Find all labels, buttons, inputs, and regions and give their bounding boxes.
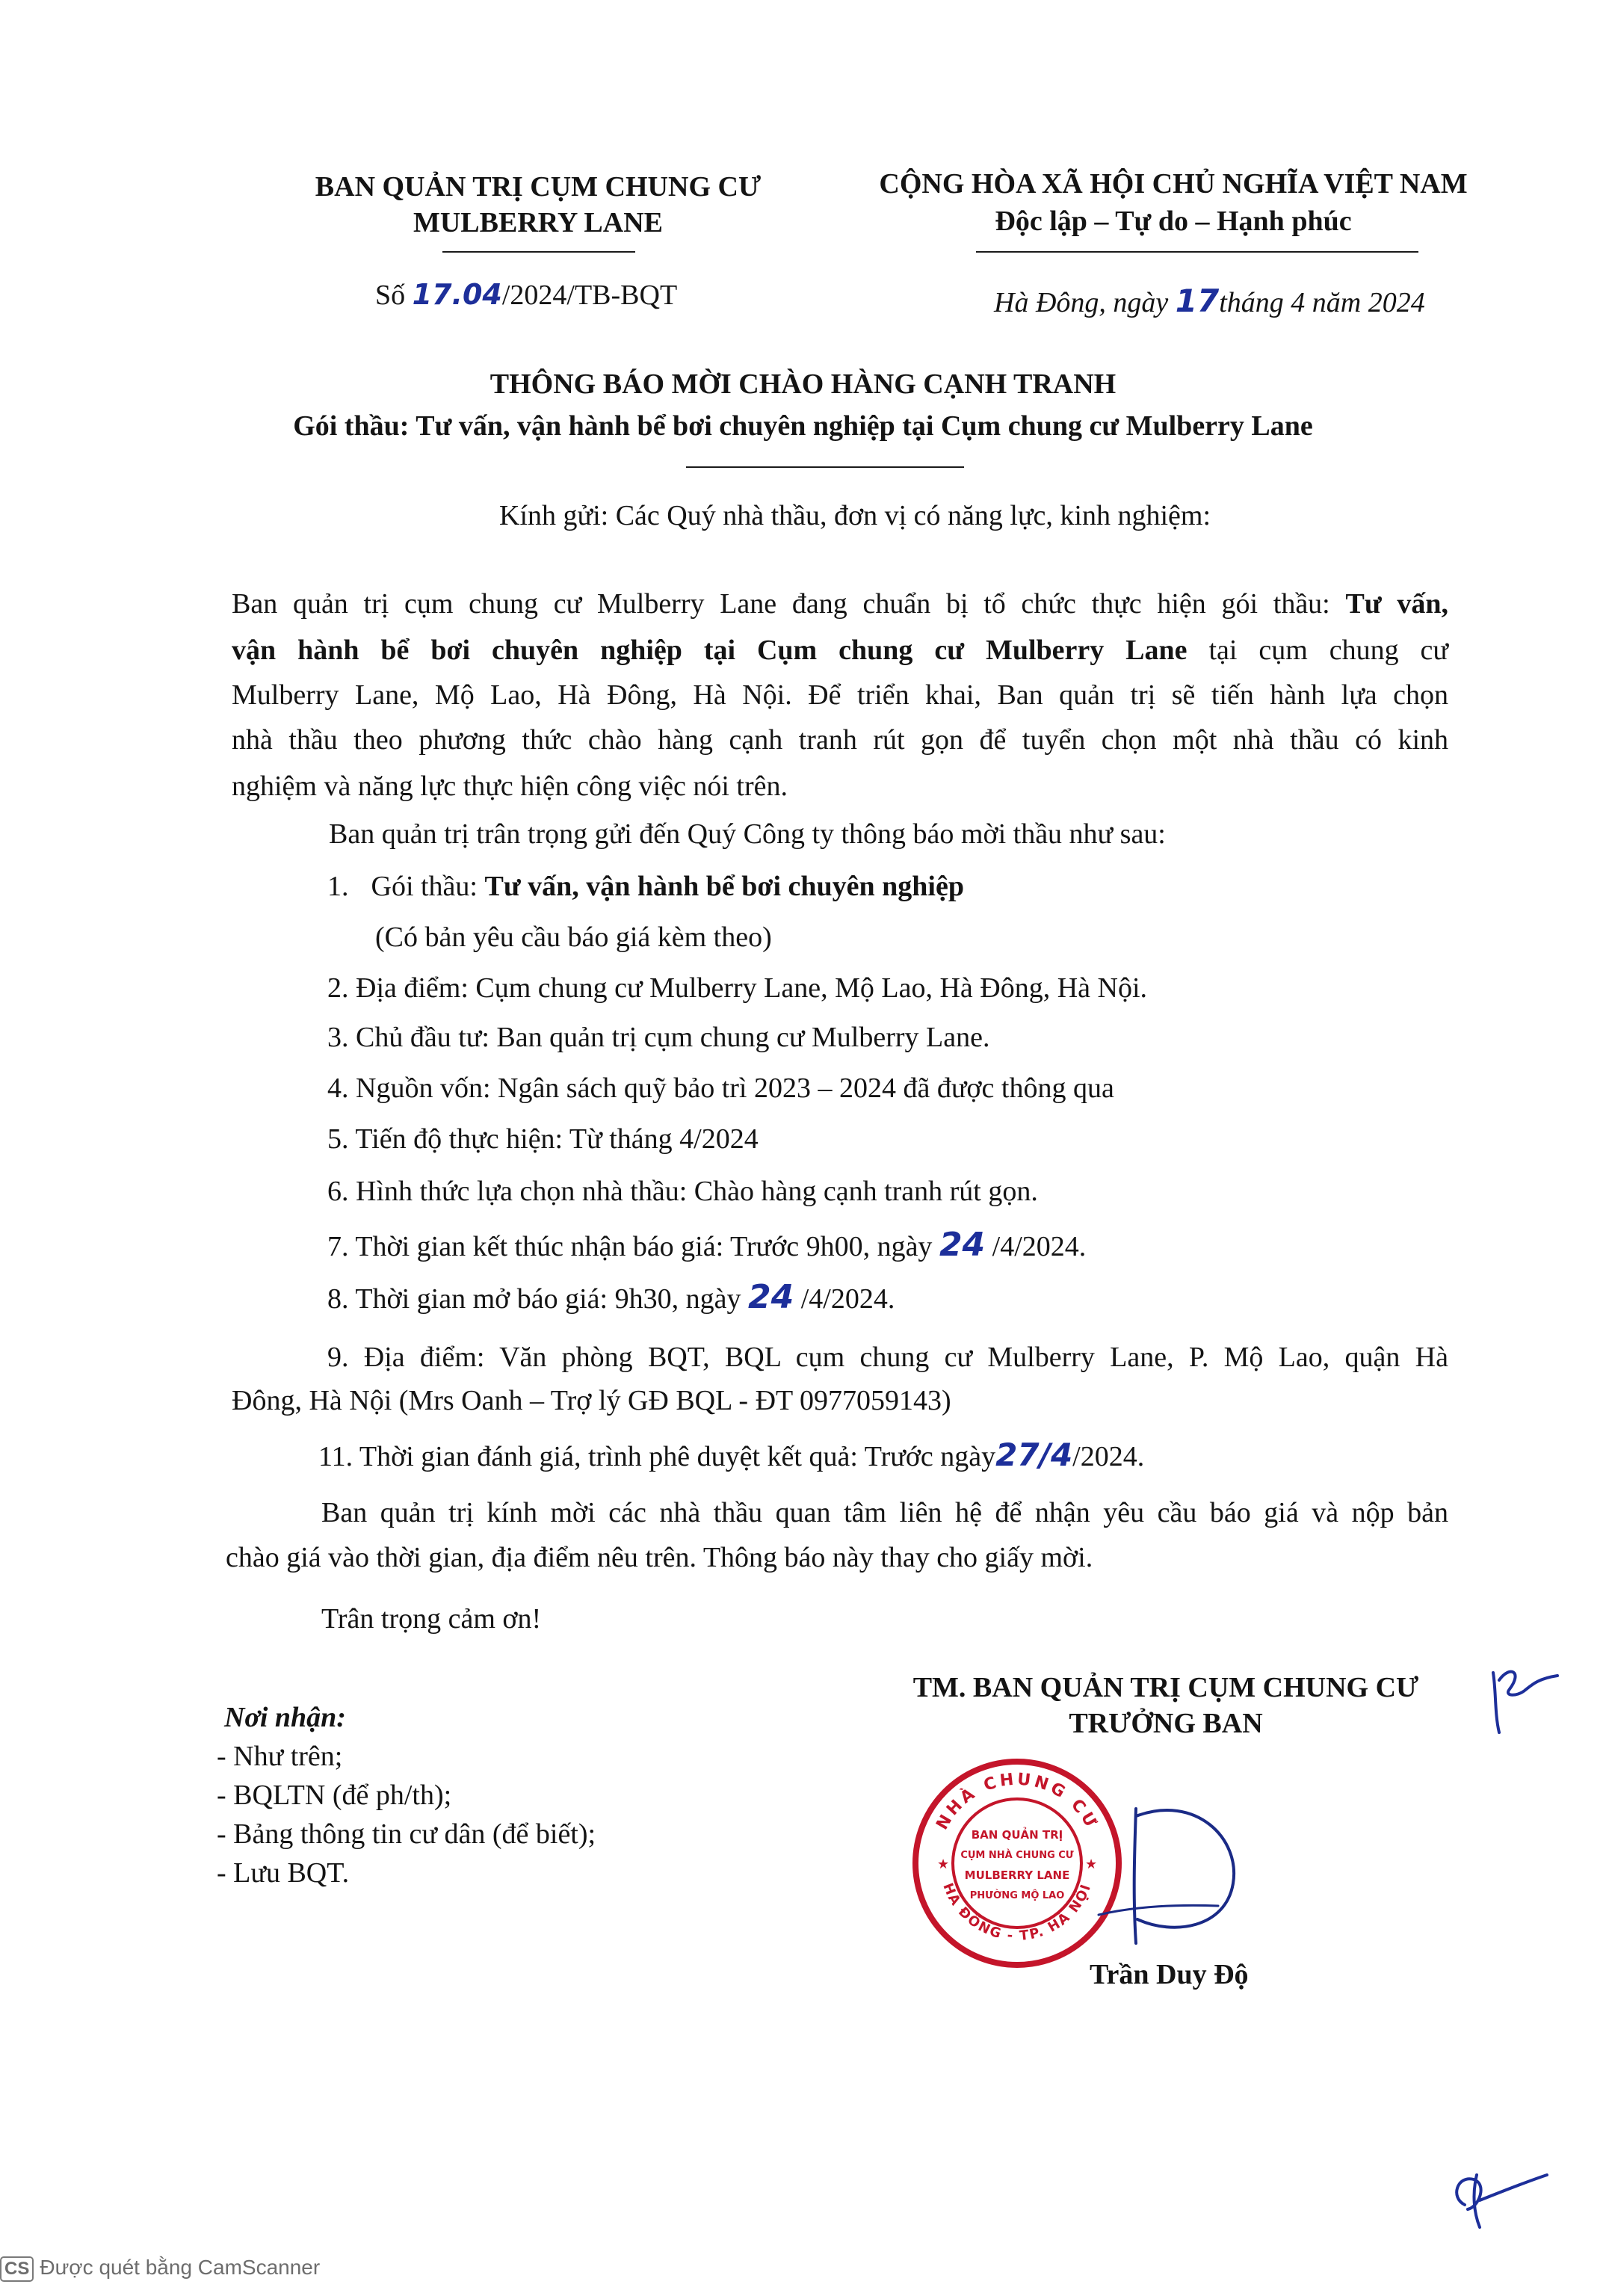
seal-line-1: BAN QUẢN TRỊ <box>971 1828 1063 1842</box>
issuer-name-line2: MULBERRY LANE <box>413 207 663 238</box>
intro-line-1: Ban quản trị cụm chung cư Mulberry Lane đang chuẩn bị tổ chức thực hiện gói thầu: Tư vấn, <box>232 588 1448 620</box>
item-4: 4. Nguồn vốn: Ngân sách quỹ bảo trì 2023 – 2024 đã được thông qua <box>327 1073 1114 1104</box>
scanner-footer <box>0 2256 320 2282</box>
item-7: 7. Thời gian kết thúc nhận báo giá: Trước 9h00, ngày 24 /4/2024. <box>327 1226 1087 1264</box>
national-motto: Độc lập – Tự do – Hạnh phúc <box>995 206 1352 237</box>
issuer-name-line1: BAN QUẢN TRỊ CỤM CHUNG CƯ <box>315 171 762 203</box>
seal-star-icon: ★ <box>937 1857 950 1872</box>
lead-sentence: Ban quản trị trân trọng gửi đến Quý Công ty thông báo mời thầu như sau: <box>329 818 1166 850</box>
recipient-item: - Như trên; <box>217 1741 343 1772</box>
intro-line-5: nghiệm và năng lực thực hiện công việc nói trên. <box>232 771 788 802</box>
issuer-underline <box>442 251 635 253</box>
recipients-heading: Nơi nhận: <box>224 1702 346 1733</box>
signer-organization: TM. BAN QUẢN TRỊ CỤM CHUNG CƯ <box>912 1672 1419 1703</box>
page-initials-mark <box>1435 2152 1554 2235</box>
national-title: CỘNG HÒA XÃ HỘI CHỦ NGHĨA VIỆT NAM <box>879 168 1468 200</box>
closing-line-1: Ban quản trị kính mời các nhà thầu quan tâm liên hệ để nhận yêu cầu báo giá và nộp bản <box>321 1497 1448 1528</box>
scanner-footer-text: Được quét bằng CamScanner <box>40 2256 321 2279</box>
item-3: 3. Chủ đầu tư: Ban quản trị cụm chung cư Mulberry Lane. <box>327 1022 990 1053</box>
handwritten-day-7: 24 <box>939 1226 986 1264</box>
intro-line-4: nhà thầu theo phương thức chào hàng cạnh tranh rút gọn để tuyển chọn một nhà thầu có kinh <box>232 724 1448 756</box>
seal-line-2: CỤM NHÀ CHUNG CƯ <box>960 1850 1074 1861</box>
motto-underline <box>976 251 1418 253</box>
title-underline <box>686 466 964 468</box>
recipient-item: - Bảng thông tin cư dân (để biết); <box>217 1818 596 1850</box>
camscanner-logo-icon: CS <box>0 2256 34 2282</box>
handwritten-day: 17 <box>1175 283 1220 319</box>
handwritten-signature <box>1091 1786 1270 1958</box>
handwritten-day-8: 24 <box>747 1278 794 1316</box>
item-8: 8. Thời gian mở báo giá: 9h30, ngày 24 /4/2024. <box>327 1278 895 1316</box>
item-6: 6. Hình thức lựa chọn nhà thầu: Chào hàng cạnh tranh rút gọn. <box>327 1176 1038 1207</box>
greeting: Kính gửi: Các Quý nhà thầu, đơn vị có năng lực, kinh nghiệm: <box>499 500 1211 531</box>
intro-line-2: vận hành bể bơi chuyên nghiệp tại Cụm chung cư Mulberry Lane tại cụm chung cư <box>232 635 1449 666</box>
item-2: 2. Địa điểm: Cụm chung cư Mulberry Lane, Mộ Lao, Hà Đông, Hà Nội. <box>327 972 1148 1004</box>
item-9-line-1: 9. Địa điểm: Văn phòng BQT, BQL cụm chung cư Mulberry Lane, P. Mộ Lao, quận Hà <box>327 1342 1448 1373</box>
seal-ring-top: NHÀ CHUNG CƯ <box>933 1770 1102 1833</box>
thanks: Trân trọng cảm ơn! <box>321 1603 542 1635</box>
seal-star-icon: ★ <box>1085 1857 1098 1872</box>
item-1: 1. Gói thầu: Tư vấn, vận hành bể bơi chuyên nghiệp <box>327 871 964 902</box>
seal-line-3: MULBERRY LANE <box>964 1868 1070 1882</box>
item-5: 5. Tiến độ thực hiện: Từ tháng 4/2024 <box>327 1123 759 1155</box>
item-11: 11. Thời gian đánh giá, trình phê duyệt kết quả: Trước ngày27/4/2024. <box>318 1436 1145 1473</box>
document-title: THÔNG BÁO MỜI CHÀO HÀNG CẠNH TRANH <box>489 368 1117 400</box>
recipient-item: - Lưu BQT. <box>217 1857 350 1889</box>
initials-mark <box>1480 1658 1569 1740</box>
document-date: Hà Đông, ngày 17tháng 4 năm 2024 <box>994 283 1425 319</box>
handwritten-number: 17.04 <box>412 278 502 311</box>
recipient-item: - BQLTN (để ph/th); <box>217 1780 452 1811</box>
item-1-note: (Có bản yêu cầu báo giá kèm theo) <box>375 922 772 953</box>
signer-role: TRƯỞNG BAN <box>1069 1708 1263 1739</box>
closing-line-2: chào giá vào thời gian, địa điểm nêu trên. Thông báo này thay cho giấy mời. <box>226 1542 1093 1573</box>
handwritten-date-11: 27/4 <box>995 1436 1073 1473</box>
signer-name: Trần Duy Độ <box>1090 1959 1249 1990</box>
seal-ring-bottom: HÀ ĐÔNG - TP. HÀ NỘI <box>939 1880 1095 1944</box>
seal-line-4: PHƯỜNG MỘ LAO <box>969 1890 1065 1901</box>
item-9-line-2: Đông, Hà Nội (Mrs Oanh – Trợ lý GĐ BQL - ĐT 0977059143) <box>232 1385 951 1416</box>
document-subtitle: Gói thầu: Tư vấn, vận hành bể bơi chuyên nghiệp tại Cụm chung cư Mulberry Lane <box>293 410 1313 442</box>
document-number: Số 17.04/2024/TB-BQT <box>375 278 678 311</box>
intro-line-3: Mulberry Lane, Mộ Lao, Hà Đông, Hà Nội. Để triển khai, Ban quản trị sẽ tiến hành lựa chọn <box>232 679 1448 711</box>
